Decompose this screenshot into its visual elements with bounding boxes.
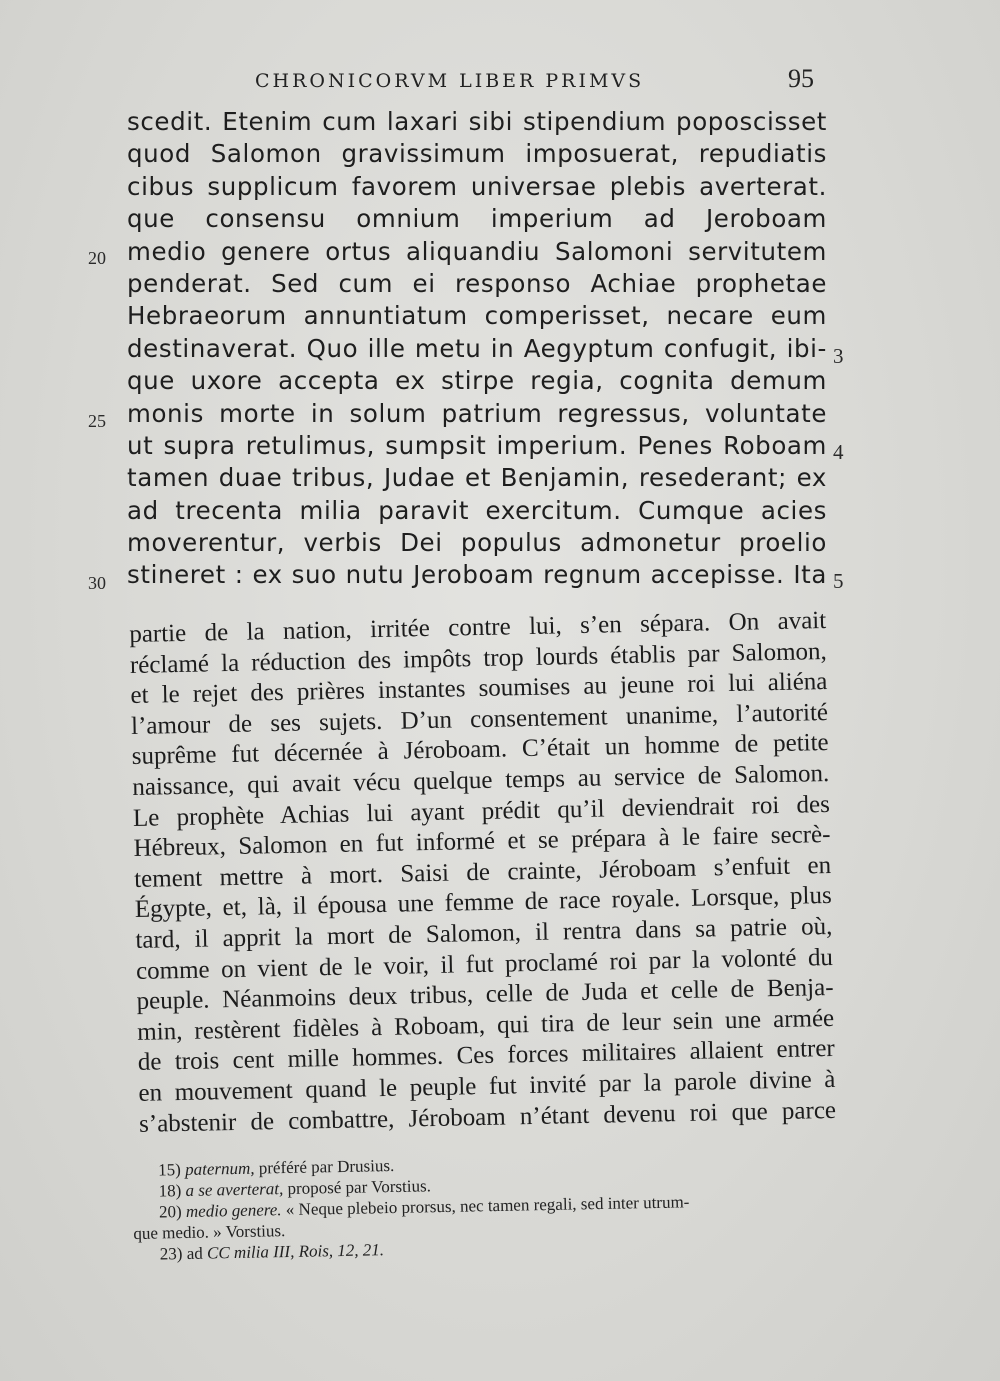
footnote-ref: 23) — [159, 1244, 183, 1264]
latin-line: tamen duae tribus, Judae et Benjamin, resederant; ex — [127, 463, 827, 493]
french-line: naissance, qui avait vécu quelque temps au service de Salomon. — [132, 759, 830, 801]
french-line: tement mettre à mort. Saisi de crainte, Jéroboam s’enfuit en — [133, 851, 832, 893]
footnote-lemma: medio genere. — [185, 1200, 282, 1221]
french-line: peuple. Néanmoins deux tribus, celle de Juda et celle de Benja- — [136, 974, 834, 1016]
french-line: l’amour de ses sujets. D’un consentement unanime, l’autorité — [130, 698, 829, 740]
french-line: de trois cent mille hommes. Ces forces militaires allaient entrer — [137, 1035, 836, 1077]
verse-number-right: 4 — [833, 440, 844, 464]
french-line: Hébreux, Salomon en fut informé et se prépara à le faire secrè- — [133, 821, 831, 863]
latin-line: monis morte in solum patrium regressus, voluntate — [127, 398, 827, 428]
latin-text-block — [127, 106, 827, 592]
latin-line: penderat. Sed cum ei responso Achiae prophetae — [127, 268, 827, 298]
latin-line: quod Salomon gravissimum imposuerat, repudiatis — [127, 139, 827, 169]
footnote-ref: 18) — [158, 1181, 182, 1201]
latin-line: Hebraeorum annuntiatum comperisset, necare eum — [127, 301, 827, 331]
running-title: CHRONICORVM LIBER PRIMVS — [255, 70, 645, 92]
latin-line: stineret : ex suo nutu Jeroboam regnum accepisse. Ita — [127, 560, 827, 590]
latin-line: destinaverat. Quo ille metu in Aegyptum confugit, ibi- — [127, 333, 827, 363]
line-number-left: 20 — [88, 248, 106, 268]
french-line: Le prophète Achias lui ayant prédit qu’il deviendrait roi des — [132, 790, 831, 832]
latin-line: que consensu omnium imperium ad Jeroboam — [127, 204, 827, 234]
french-line: comme on vient de le voir, il fut proclamé roi par la volonté du — [135, 943, 834, 985]
footnote-ref: 20) — [158, 1202, 182, 1222]
french-text-block — [129, 606, 836, 1140]
page-number: 95 — [788, 64, 814, 93]
french-line: en mouvement quand le peuple fut invité par la parole divine à — [138, 1065, 836, 1107]
verse-number-right: 5 — [833, 569, 844, 593]
french-line: partie de la nation, irritée contre lui, s’en sépara. On avait — [129, 607, 827, 648]
latin-line: scedit. Etenim cum laxari sibi stipendium poposcisset — [127, 107, 827, 136]
footnote-text: que medio. » Vorstius. — [133, 1221, 286, 1243]
footnotes — [132, 1146, 844, 1265]
latin-line: ad trecenta milia paravit exercitum. Cumque acies — [127, 495, 827, 525]
french-line: réclamé la réduction des impôts trop lourds établis par Salomon, — [129, 637, 828, 679]
footnote-lemma: a se averterat, — [185, 1179, 284, 1200]
footnote-text: proposé par Vorstius. — [287, 1176, 432, 1199]
french-line: tard, il apprit la mort de Salomon, il rentra dans sa patrie où, — [135, 912, 833, 954]
footnote-text: préféré par Drusius. — [258, 1155, 395, 1178]
footnote-lemma: ad — [186, 1243, 203, 1263]
line-number-left: 25 — [88, 411, 106, 431]
french-line: min, restèrent fidèles à Roboam, qui tira de leur sein une armée — [137, 1004, 835, 1046]
latin-line: moverentur, verbis Dei populus admonetur proelio — [127, 528, 827, 558]
latin-line: ut supra retulimus, sumpsit imperium. Penes Roboam — [127, 430, 827, 460]
latin-line: medio genere ortus aliquandiu Salomoni servitutem — [127, 236, 827, 266]
line-number-left: 30 — [88, 573, 106, 593]
footnote-lemma: paternum, — [184, 1158, 255, 1179]
french-line: suprême fut décernée à Jéroboam. C’était un homme de petite — [131, 729, 829, 771]
french-line: s’abstenir de combattre, Jéroboam n’étant devenu roi que parce — [138, 1096, 837, 1138]
verse-number-right: 3 — [833, 344, 844, 368]
footnote-text: CC milia III, Rois, 12, 21. — [206, 1240, 385, 1263]
footnote-text: « Neque plebeio prorsus, nec tamen regali, sed inter utrum- — [285, 1192, 690, 1220]
footnote-ref: 15) — [158, 1160, 182, 1180]
latin-line: cibus supplicum favorem universae plebis averterat. — [127, 171, 827, 201]
french-line: Égypte, et, là, il épousa une femme de race royale. Lorsque, plus — [134, 882, 832, 924]
french-line: et le rejet des prières instantes soumises au jeune roi lui aliéna — [130, 668, 828, 710]
latin-line: que uxore accepta ex stirpe regia, cognita demum — [127, 366, 827, 396]
